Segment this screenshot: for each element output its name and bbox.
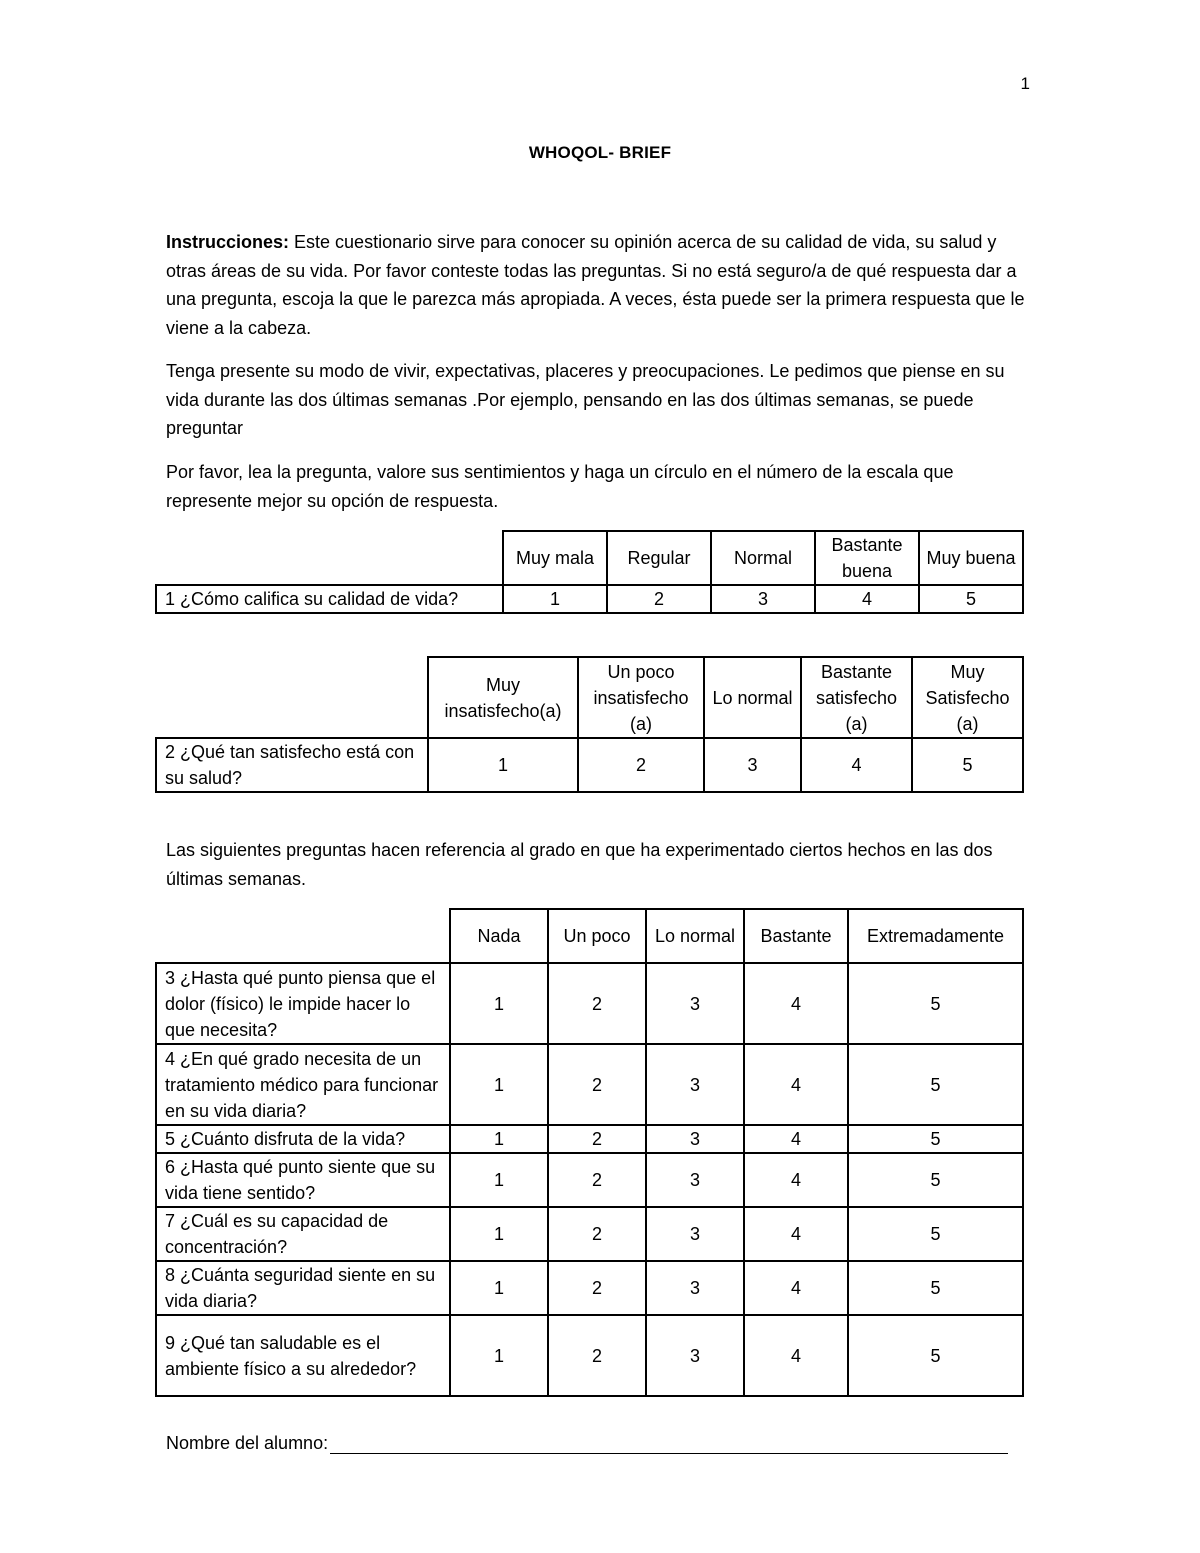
answer-option[interactable]: 5 xyxy=(919,585,1023,613)
answer-option[interactable]: 3 xyxy=(646,1261,744,1315)
paragraph-intro-block3: Las siguientes preguntas hacen referencia al grado en que ha experimentado ciertos hechos en las dos últimas semanas. xyxy=(166,840,993,889)
answer-option[interactable]: 4 xyxy=(744,1261,848,1315)
table3-question: 4 ¿En qué grado necesita de un tratamiento médico para funcionar en su vida diaria? xyxy=(156,1044,450,1125)
table1-header: Bastante buena xyxy=(815,531,919,585)
answer-option[interactable]: 4 xyxy=(744,963,848,1044)
document-title: WHOQOL- BRIEF xyxy=(528,143,672,162)
answer-option[interactable]: 4 xyxy=(744,1153,848,1207)
table2-header: Lo normal xyxy=(704,657,801,738)
table1-question: 1 ¿Cómo califica su calidad de vida? xyxy=(156,585,503,613)
question-table-3 xyxy=(155,908,1024,1397)
answer-option[interactable]: 4 xyxy=(744,1044,848,1125)
answer-option[interactable]: 3 xyxy=(704,738,801,792)
table3-header: Nada xyxy=(450,909,548,963)
table-corner xyxy=(156,909,450,963)
table2-header: Bastante satisfecho (a) xyxy=(801,657,912,738)
answer-option[interactable]: 5 xyxy=(848,1207,1023,1261)
answer-option[interactable]: 1 xyxy=(450,1125,548,1153)
table3-question: 6 ¿Hasta qué punto siente que su vida tiene sentido? xyxy=(156,1153,450,1207)
question-table-1 xyxy=(155,530,1024,614)
answer-option[interactable]: 3 xyxy=(646,1207,744,1261)
table3-header: Bastante xyxy=(744,909,848,963)
answer-option[interactable]: 1 xyxy=(450,1315,548,1396)
table1-header: Regular xyxy=(607,531,711,585)
answer-option[interactable]: 5 xyxy=(848,963,1023,1044)
answer-option[interactable]: 4 xyxy=(744,1125,848,1153)
answer-option[interactable]: 3 xyxy=(646,1125,744,1153)
table2-question: 2 ¿Qué tan satisfecho está con su salud? xyxy=(156,738,428,792)
name-label: Nombre del alumno: xyxy=(166,1433,329,1453)
answer-option[interactable]: 2 xyxy=(548,1261,646,1315)
answer-option[interactable]: 1 xyxy=(450,963,548,1044)
answer-option[interactable]: 1 xyxy=(428,738,578,792)
answer-option[interactable]: 1 xyxy=(450,1261,548,1315)
answer-option[interactable]: 4 xyxy=(744,1207,848,1261)
question-table-2 xyxy=(155,656,1024,793)
table-corner xyxy=(156,531,503,585)
table-row xyxy=(156,1315,1023,1396)
answer-option[interactable]: 5 xyxy=(848,1125,1023,1153)
table-row xyxy=(156,1044,1023,1125)
instructions-text: Este cuestionario sirve para conocer su opinión acerca de su calidad de vida, su salud y otras áreas de su vida. Por favor conteste todas las preguntas. Si no está seguro/a de qué respuesta dar a una pregunta, escoja la que le parezca más apropiada. A veces, ésta puede ser la primera respuesta que le viene a la cabeza. xyxy=(166,232,1025,338)
table2-header: Muy insatisfecho(a) xyxy=(428,657,578,738)
answer-option[interactable]: 3 xyxy=(646,963,744,1044)
instructions-label: Instrucciones: xyxy=(166,232,290,252)
answer-option[interactable]: 3 xyxy=(646,1315,744,1396)
answer-option[interactable]: 1 xyxy=(450,1044,548,1125)
table-row xyxy=(156,1153,1023,1207)
answer-option[interactable]: 2 xyxy=(548,1153,646,1207)
answer-option[interactable]: 4 xyxy=(815,585,919,613)
paragraph-context: Tenga presente su modo de vivir, expectativas, placeres y preocupaciones. Le pedimos que piense en su vida durante las dos últimas semanas .Por ejemplo, pensando en las dos últimas semanas, se puede preguntar xyxy=(166,361,1005,438)
answer-option[interactable]: 1 xyxy=(450,1153,548,1207)
table3-question: 5 ¿Cuánto disfruta de la vida? xyxy=(156,1125,450,1153)
answer-option[interactable]: 5 xyxy=(848,1261,1023,1315)
page-number: 1 xyxy=(1020,74,1030,93)
answer-option[interactable]: 1 xyxy=(503,585,607,613)
answer-option[interactable]: 2 xyxy=(548,1044,646,1125)
table1-header: Muy mala xyxy=(503,531,607,585)
answer-option[interactable]: 1 xyxy=(450,1207,548,1261)
answer-option[interactable]: 2 xyxy=(548,963,646,1044)
table3-header: Lo normal xyxy=(646,909,744,963)
table-corner xyxy=(156,657,428,738)
answer-option[interactable]: 4 xyxy=(744,1315,848,1396)
paragraph-directions: Por favor, lea la pregunta, valore sus sentimientos y haga un círculo en el número de la escala que represente mejor su opción de respuesta. xyxy=(166,462,954,511)
table-row xyxy=(156,1125,1023,1153)
table-row xyxy=(156,963,1023,1044)
table3-question: 8 ¿Cuánta seguridad siente en su vida diaria? xyxy=(156,1261,450,1315)
table3-header: Un poco xyxy=(548,909,646,963)
answer-option[interactable]: 2 xyxy=(548,1125,646,1153)
name-field-row xyxy=(166,1433,1008,1454)
table3-question: 3 ¿Hasta qué punto piensa que el dolor (físico) le impide hacer lo que necesita? xyxy=(156,963,450,1044)
answer-option[interactable]: 5 xyxy=(848,1044,1023,1125)
answer-option[interactable]: 3 xyxy=(711,585,815,613)
table2-header: Muy Satisfecho (a) xyxy=(912,657,1023,738)
table-row xyxy=(156,1207,1023,1261)
answer-option[interactable]: 4 xyxy=(801,738,912,792)
answer-option[interactable]: 3 xyxy=(646,1044,744,1125)
answer-option[interactable]: 2 xyxy=(548,1315,646,1396)
table3-question: 9 ¿Qué tan saludable es el ambiente físico a su alrededor? xyxy=(156,1315,450,1396)
table3-question: 7 ¿Cuál es su capacidad de concentración? xyxy=(156,1207,450,1261)
answer-option[interactable]: 2 xyxy=(607,585,711,613)
answer-option[interactable]: 5 xyxy=(848,1315,1023,1396)
table3-header: Extremadamente xyxy=(848,909,1023,963)
table2-header: Un poco insatisfecho (a) xyxy=(578,657,704,738)
table1-header: Muy buena xyxy=(919,531,1023,585)
answer-option[interactable]: 3 xyxy=(646,1153,744,1207)
table1-header: Normal xyxy=(711,531,815,585)
table-row xyxy=(156,1261,1023,1315)
answer-option[interactable]: 5 xyxy=(848,1153,1023,1207)
answer-option[interactable]: 5 xyxy=(912,738,1023,792)
name-input-line[interactable] xyxy=(330,1433,1008,1454)
answer-option[interactable]: 2 xyxy=(578,738,704,792)
answer-option[interactable]: 2 xyxy=(548,1207,646,1261)
instructions-paragraph xyxy=(166,228,1036,342)
